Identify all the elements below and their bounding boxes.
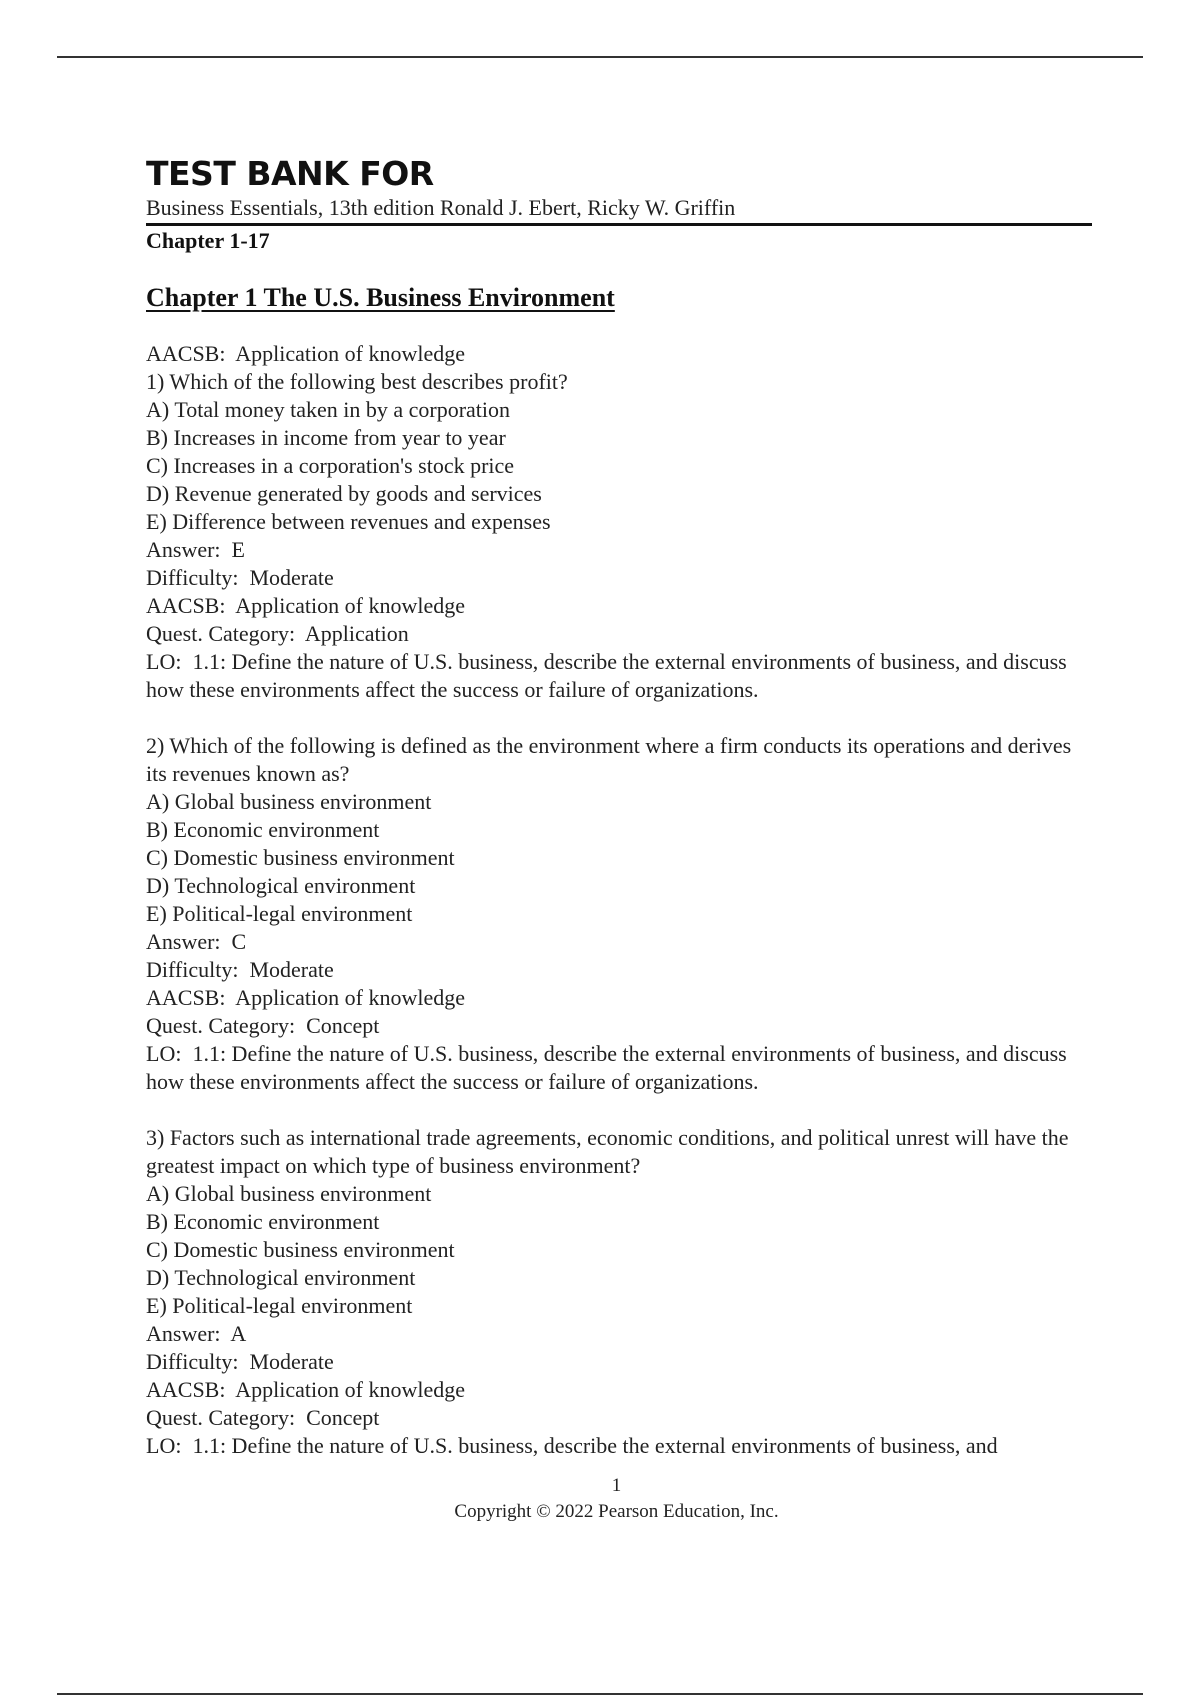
learning-objective: LO: 1.1: Define the nature of U.S. business, describe the external environments of business, and discuss how these environments affect the success or failure of organizations.: [146, 649, 1073, 702]
answer-option: D) Revenue generated by goods and services: [146, 481, 542, 506]
bottom-divider: [57, 1693, 1143, 1695]
answer-option: D) Technological environment: [146, 1265, 416, 1290]
aacsb: AACSB: Application of knowledge: [146, 985, 465, 1010]
answer-option: E) Political-legal environment: [146, 901, 413, 926]
question-category: Quest. Category: Application: [146, 621, 409, 646]
answer-option: C) Domestic business environment: [146, 1237, 455, 1262]
chapter-range: Chapter 1-17: [146, 228, 270, 253]
learning-objective: LO: 1.1: Define the nature of U.S. business, describe the external environments of business, and: [146, 1433, 998, 1458]
aacsb: AACSB: Application of knowledge: [146, 593, 465, 618]
question-stem: 1) Which of the following best describes profit?: [146, 369, 568, 394]
answer-option: D) Technological environment: [146, 873, 416, 898]
difficulty: Difficulty: Moderate: [146, 957, 334, 982]
answer-option: E) Difference between revenues and expenses: [146, 509, 551, 534]
aacsb: AACSB: Application of knowledge: [146, 1377, 465, 1402]
answer-key: Answer: C: [146, 929, 247, 954]
question-category: Quest. Category: Concept: [146, 1013, 380, 1038]
document-subtitle: Business Essentials, 13th edition Ronald J. Ebert, Ricky W. Griffin: [146, 194, 1092, 226]
answer-key: Answer: A: [146, 1321, 247, 1346]
question-stem: 3) Factors such as international trade agreements, economic conditions, and political unrest will have the greatest impact on which type of business environment?: [146, 1125, 1074, 1178]
top-divider: [57, 56, 1143, 58]
difficulty: Difficulty: Moderate: [146, 565, 334, 590]
answer-option: A) Total money taken in by a corporation: [146, 397, 511, 422]
answer-option: C) Increases in a corporation's stock price: [146, 453, 515, 478]
answer-option: B) Economic environment: [146, 817, 380, 842]
difficulty: Difficulty: Moderate: [146, 1349, 334, 1374]
answer-key: Answer: E: [146, 537, 245, 562]
question-block: [146, 732, 1092, 1096]
answer-option: A) Global business environment: [146, 1181, 432, 1206]
answer-option: C) Domestic business environment: [146, 845, 455, 870]
page-content: [146, 154, 1092, 1488]
answer-option: B) Increases in income from year to year: [146, 425, 506, 450]
question-category: Quest. Category: Concept: [146, 1405, 380, 1430]
answer-option: A) Global business environment: [146, 789, 432, 814]
copyright-notice: Copyright © 2022 Pearson Education, Inc.: [454, 1501, 779, 1522]
question-block: [146, 368, 1092, 704]
learning-objective: LO: 1.1: Define the nature of U.S. business, describe the external environments of business, and discuss how these environments affect the success or failure of organizations.: [146, 1041, 1073, 1094]
answer-option: E) Political-legal environment: [146, 1293, 413, 1318]
question-stem: 2) Which of the following is defined as the environment where a firm conducts its operations and derives its revenues known as?: [146, 733, 1077, 786]
question-block: [146, 1124, 1092, 1460]
chapter-heading: Chapter 1 The U.S. Business Environment: [146, 283, 615, 312]
document-title: TEST BANK FOR: [146, 154, 434, 193]
page-number: 1: [611, 1475, 622, 1496]
intro-aacsb: AACSB: Application of knowledge: [146, 341, 465, 366]
answer-option: B) Economic environment: [146, 1209, 380, 1234]
